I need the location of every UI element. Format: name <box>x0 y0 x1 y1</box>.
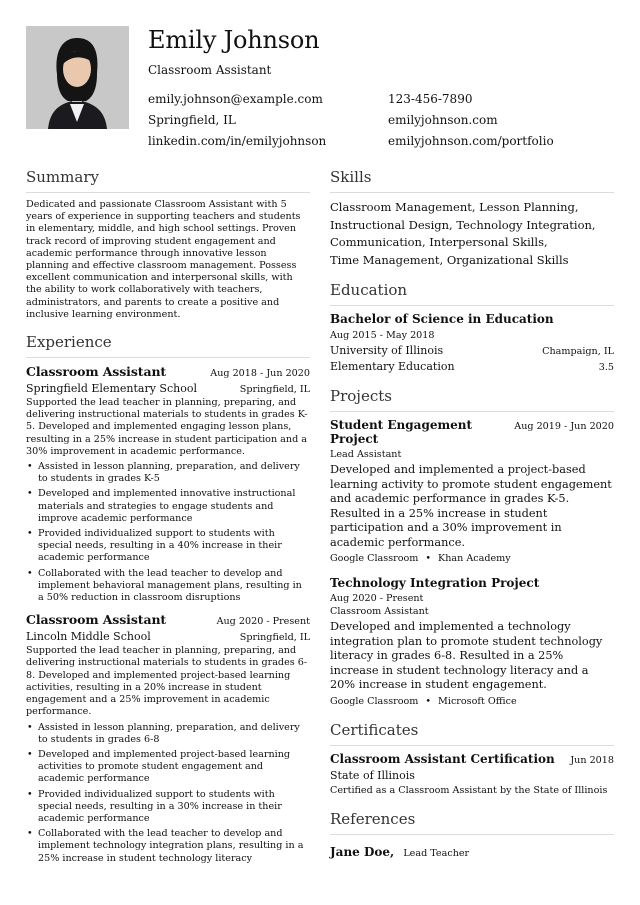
projects-section <box>330 387 614 707</box>
list-item: • Provided individualized support to students with special needs, resulting in a 30% increase in their academic performance <box>26 789 310 826</box>
experience-heading: Experience <box>26 333 310 358</box>
certificates-heading: Certificates <box>330 721 614 746</box>
skills-heading: Skills <box>330 168 614 193</box>
certificate-description: Certified as a Classroom Assistant by the State of Illinois <box>330 784 608 796</box>
right-column <box>330 168 614 860</box>
job-dates: Aug 2020 - Present <box>216 616 310 628</box>
project-dates: Aug 2020 - Present <box>330 593 424 604</box>
skills-line: Time Management, Organizational Skills <box>330 252 569 267</box>
project-dates: Aug 2019 - Jun 2020 <box>514 421 614 432</box>
tag: Khan Academy <box>438 553 511 564</box>
candidate-role: Classroom Assistant <box>148 63 272 77</box>
list-item: • Collaborated with the lead teacher to develop and implement behavioral management plans, resulting in a 50% reduction in classroom disruptions <box>26 568 310 605</box>
certificates-section <box>330 721 614 796</box>
phone-text: 123-456-7890 <box>388 92 473 106</box>
education-heading: Education <box>330 281 614 306</box>
project-role: Lead Assistant <box>330 449 402 460</box>
skills-line: Instructional Design, Technology Integration, <box>330 217 596 232</box>
summary-heading: Summary <box>26 168 310 193</box>
skills-line: Classroom Management, Lesson Planning, <box>330 200 579 214</box>
candidate-name: Emily Johnson <box>148 26 320 54</box>
tag: Microsoft Office <box>438 695 517 707</box>
website-link[interactable]: emilyjohnson.com <box>388 113 498 127</box>
major-name: Elementary Education <box>330 360 455 373</box>
job-title: Classroom Assistant <box>26 364 167 380</box>
job-description: Supported the lead teacher in planning, preparing, and delivering instructional materials to students in grades 6-8. Developed and implemented project-based learning activities, resulting in a 20% increase in student engagement and a 25% improvement in academic performance. <box>26 645 308 718</box>
skills-section <box>330 168 614 269</box>
list-item: • Collaborated with the lead teacher to develop and implement technology integration plans, resulting in a 25% increase in student technology literacy <box>26 828 310 865</box>
skills-line: Communication, Interpersonal Skills, <box>330 235 548 249</box>
list-item: • Assisted in lesson planning, preparation, and delivery to students in grades K-5 <box>26 461 310 485</box>
profile-photo <box>26 26 129 129</box>
list-item: • Provided individualized support to students with special needs, resulting in a 40% increase in their academic performance <box>26 528 310 565</box>
job-organization: Lincoln Middle School <box>26 630 151 644</box>
list-item: • Developed and implemented innovative instructional materials and strategies to engage students and improve academic performance <box>26 488 310 525</box>
school-location: Champaign, IL <box>542 346 614 357</box>
gpa-value: 3.5 <box>598 362 614 373</box>
job-bullets <box>26 461 310 604</box>
linkedin-link[interactable]: linkedin.com/in/emilyjohnson <box>148 134 327 148</box>
list-item: • Assisted in lesson planning, preparation, and delivery to students in grades 6-8 <box>26 722 310 746</box>
job-organization: Springfield Elementary School <box>26 382 197 396</box>
summary-text: Dedicated and passionate Classroom Assistant with 5 years of experience in supporting teachers and students in elementary, middle, and high school settings. Proven track record of improving student engagement and academic performance through innovative lesson planning and effective classroom management. Possess excellent communication and interpersonal skills, with the ability to work collaboratively with teachers, administrators, and parents to create a positive and inclusive learning environment. <box>26 199 301 320</box>
job-bullets <box>26 722 310 865</box>
degree-title: Bachelor of Science in Education <box>330 312 554 326</box>
job-title: Classroom Assistant <box>26 612 167 628</box>
job-location: Springfield, IL <box>239 384 310 396</box>
school-name: University of Illinois <box>330 344 444 357</box>
projects-heading: Projects <box>330 387 614 412</box>
job-description: Supported the lead teacher in planning, preparing, and delivering instructional materials to students in grades K-5. Developed and implemented engaging lesson plans, resulting in a 25% increase in student participation and a 30% improvement in academic performance. <box>26 397 308 457</box>
project-entry <box>330 418 614 564</box>
list-item: • Developed and implemented project-based learning activities to promote student engagement and academic performance <box>26 749 310 786</box>
experience-section <box>26 333 310 865</box>
education-section <box>330 281 614 373</box>
project-description: Developed and implemented a technology integration plan to promote student technology literacy in grades 6-8. Resulted in a 25% increase in student technology literacy and a 20% increase in student engagement. <box>330 620 603 691</box>
reference-name: Jane Doe, <box>330 844 395 859</box>
certificate-date: Jun 2018 <box>570 754 614 766</box>
project-tags: Google Classroom • Khan Academy <box>330 553 511 564</box>
job-location: Springfield, IL <box>239 632 310 644</box>
summary-section <box>26 168 310 321</box>
tag: Google Classroom <box>330 553 419 564</box>
job-entry <box>26 612 310 864</box>
education-dates: Aug 2015 - May 2018 <box>330 330 435 341</box>
tag: Google Classroom <box>330 695 419 707</box>
left-column <box>26 168 310 868</box>
project-title: Student Engagement Project <box>330 418 473 446</box>
project-role: Classroom Assistant <box>330 606 429 617</box>
project-title: Technology Integration Project <box>330 576 540 590</box>
project-entry <box>330 576 614 707</box>
location-text: Springfield, IL <box>148 113 236 127</box>
certificate-issuer: State of Illinois <box>330 768 415 782</box>
certificate-name: Classroom Assistant Certification <box>330 751 555 766</box>
references-section <box>330 810 614 860</box>
email-link[interactable]: emily.johnson@example.com <box>148 92 323 106</box>
references-heading: References <box>330 810 614 835</box>
reference-role: Lead Teacher <box>403 847 470 859</box>
skills-list <box>330 199 614 269</box>
job-dates: Aug 2018 - Jun 2020 <box>210 368 310 380</box>
project-description: Developed and implemented a project-based learning activity to promote student engagement and academic performance in grades K-5. Resulted in a 25% increase in student participation and a 30% improvement in academic performance. <box>330 463 612 549</box>
project-tags: Google Classroom • Microsoft Office <box>330 695 517 707</box>
portfolio-link[interactable]: emilyjohnson.com/portfolio <box>388 134 554 148</box>
job-entry <box>26 364 310 604</box>
